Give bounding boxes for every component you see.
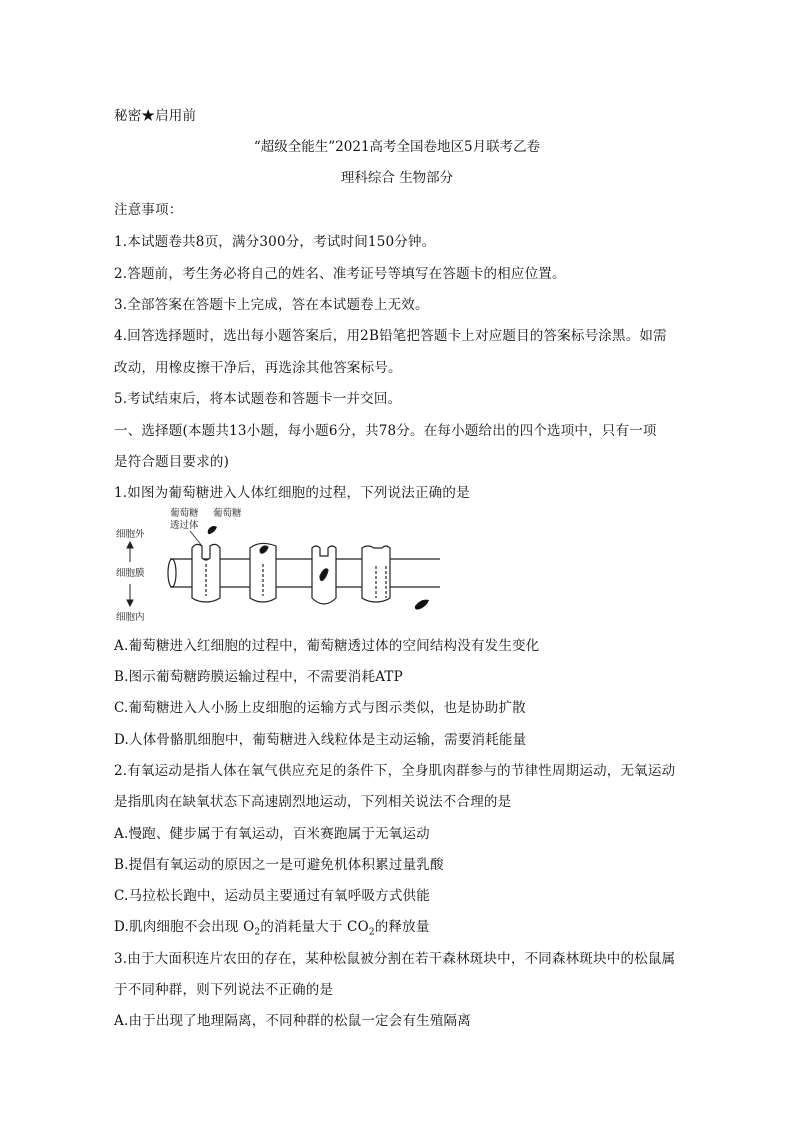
label-membrane: 细胞膜 bbox=[116, 568, 145, 579]
q1-option-a: A.葡萄糖进入红细胞的过程中，葡萄糖透过体的空间结构没有发生变化 bbox=[114, 638, 540, 654]
q2-option-b: B.提倡有氧运动的原因之一是可避免机体积累过量乳酸 bbox=[114, 857, 444, 873]
note-item: 4.回答选择题时，选出每小题答案后，用2B铅笔把答题卡上对应题目的答案标号涂黑。如需 bbox=[114, 328, 667, 344]
note-item: 3.全部答案在答题卡上完成，答在本试题卷上无效。 bbox=[114, 297, 429, 313]
exam-title: “超级全能生”2021高考全国卷地区5月联考乙卷 bbox=[253, 139, 541, 155]
glucose-molecule-inside-icon bbox=[415, 600, 429, 610]
q1-option-c: C.葡萄糖进入人小肠上皮细胞的运输方式与图示类似，也是协助扩散 bbox=[114, 700, 526, 716]
label-inside: 细胞内 bbox=[116, 612, 145, 623]
section-heading-cont: 是符合题目要求的) bbox=[114, 454, 230, 470]
section-heading: 一、选择题(本题共13小题，每小题6分，共78分。在每小题给出的四个选项中，只有一项 bbox=[114, 423, 657, 439]
q1-option-b: B.图示葡萄糖跨膜运输过程中，不需要消耗ATP bbox=[114, 669, 403, 685]
label-outside: 细胞外 bbox=[116, 529, 145, 540]
q2-option-a: A.慢跑、健步属于有氧运动，百米赛跑属于无氧运动 bbox=[114, 826, 430, 842]
question-3-stem-cont: 于不同种群，则下列说法不正确的是 bbox=[114, 982, 334, 998]
notes-heading: 注意事项： bbox=[114, 202, 183, 218]
q2-option-c: C.马拉松长跑中，运动员主要通过有氧呼吸方式供能 bbox=[114, 888, 430, 904]
question-2-stem-cont: 是指肌肉在缺氧状态下高速剧烈地运动，下列相关说法不合理的是 bbox=[114, 794, 512, 810]
note-item: 1.本试题卷共8页，满分300分，考试时间150分钟。 bbox=[114, 234, 436, 250]
exam-subtitle: 理科综合 生物部分 bbox=[340, 170, 454, 186]
secret-label: 秘密★启用前 bbox=[114, 108, 197, 124]
transporter-protein-1 bbox=[192, 544, 220, 602]
question-2-stem: 2.有氧运动是指人体在氧气供应充足的条件下，全身肌肉群参与的节律性周期运动，无氧运动 bbox=[114, 763, 676, 779]
q1-option-d: D.人体骨骼肌细胞中，葡萄糖进入线粒体是主动运输，需要消耗能量 bbox=[114, 732, 527, 748]
transporter-protein-4 bbox=[362, 546, 390, 602]
q2-option-d: D.肌肉细胞不会出现 $O_2$的消耗量大于 $CO_2$的释放量 bbox=[114, 919, 430, 938]
label-glucose: 葡萄糖 bbox=[213, 508, 242, 519]
label-transporter-line1: 葡萄糖 bbox=[170, 508, 199, 519]
note-item: 2.答题前，考生务必将自己的姓名、准考证号等填写在答题卡的相应位置。 bbox=[114, 266, 566, 282]
transporter-protein-3 bbox=[312, 546, 336, 604]
glucose-transport-figure bbox=[110, 502, 450, 626]
note-item: 5.考试结束后，将本试题卷和答题卡一并交回。 bbox=[114, 391, 402, 407]
note-item: 改动，用橡皮擦干净后，再选涂其他答案标号。 bbox=[114, 360, 402, 376]
question-1-stem: 1.如图为葡萄糖进入人体红细胞的过程，下列说法正确的是 bbox=[114, 485, 470, 501]
label-transporter-line2: 透过体 bbox=[170, 520, 199, 531]
q3-option-a: A.由于出现了地理隔离，不同种群的松鼠一定会有生殖隔离 bbox=[114, 1013, 471, 1029]
transporter-protein-2 bbox=[250, 543, 276, 602]
question-3-stem: 3.由于大面积连片农田的存在，某种松鼠被分割在若干森林斑块中，不同森林斑块中的松鼠属 bbox=[114, 951, 676, 967]
glucose-molecule-icon bbox=[208, 526, 217, 534]
